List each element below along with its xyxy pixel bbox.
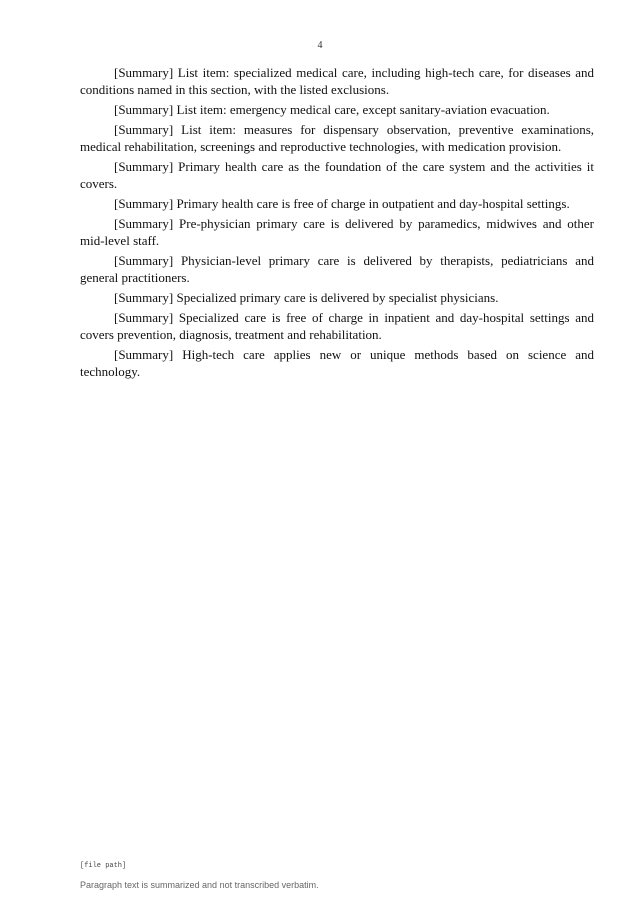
summary-note: Paragraph text is summarized and not transcribed verbatim. xyxy=(80,880,319,890)
paragraph: [Summary] List item: measures for dispensary observation, preventive examinations, medical rehabilitation, screenings and reproductive technologies, with medication provision. xyxy=(80,122,594,154)
paragraph: [Summary] Physician-level primary care is delivered by therapists, pediatricians and general practitioners. xyxy=(80,253,594,285)
paragraph: [Summary] Specialized care is free of charge in inpatient and day-hospital settings and covers prevention, diagnosis, treatment and rehabilitation. xyxy=(80,310,594,342)
document-body xyxy=(80,64,594,383)
paragraph: [Summary] Primary health care is free of charge in outpatient and day-hospital settings. xyxy=(114,196,570,211)
paragraph: [Summary] List item: emergency medical care, except sanitary-aviation evacuation. xyxy=(114,102,550,117)
paragraph: [Summary] Pre-physician primary care is delivered by paramedics, midwives and other mid-level staff. xyxy=(80,216,594,248)
paragraph: [Summary] List item: specialized medical care, including high-tech care, for diseases and conditions named in this section, with the listed exclusions. xyxy=(80,65,594,97)
page-number: 4 xyxy=(317,40,323,51)
paragraph: [Summary] High-tech care applies new or unique methods based on science and technology. xyxy=(80,347,594,379)
footer-file-path: [file path] xyxy=(80,862,127,870)
paragraph: [Summary] Primary health care as the foundation of the care system and the activities it covers. xyxy=(80,159,594,191)
paragraph: [Summary] Specialized primary care is delivered by specialist physicians. xyxy=(114,290,499,305)
